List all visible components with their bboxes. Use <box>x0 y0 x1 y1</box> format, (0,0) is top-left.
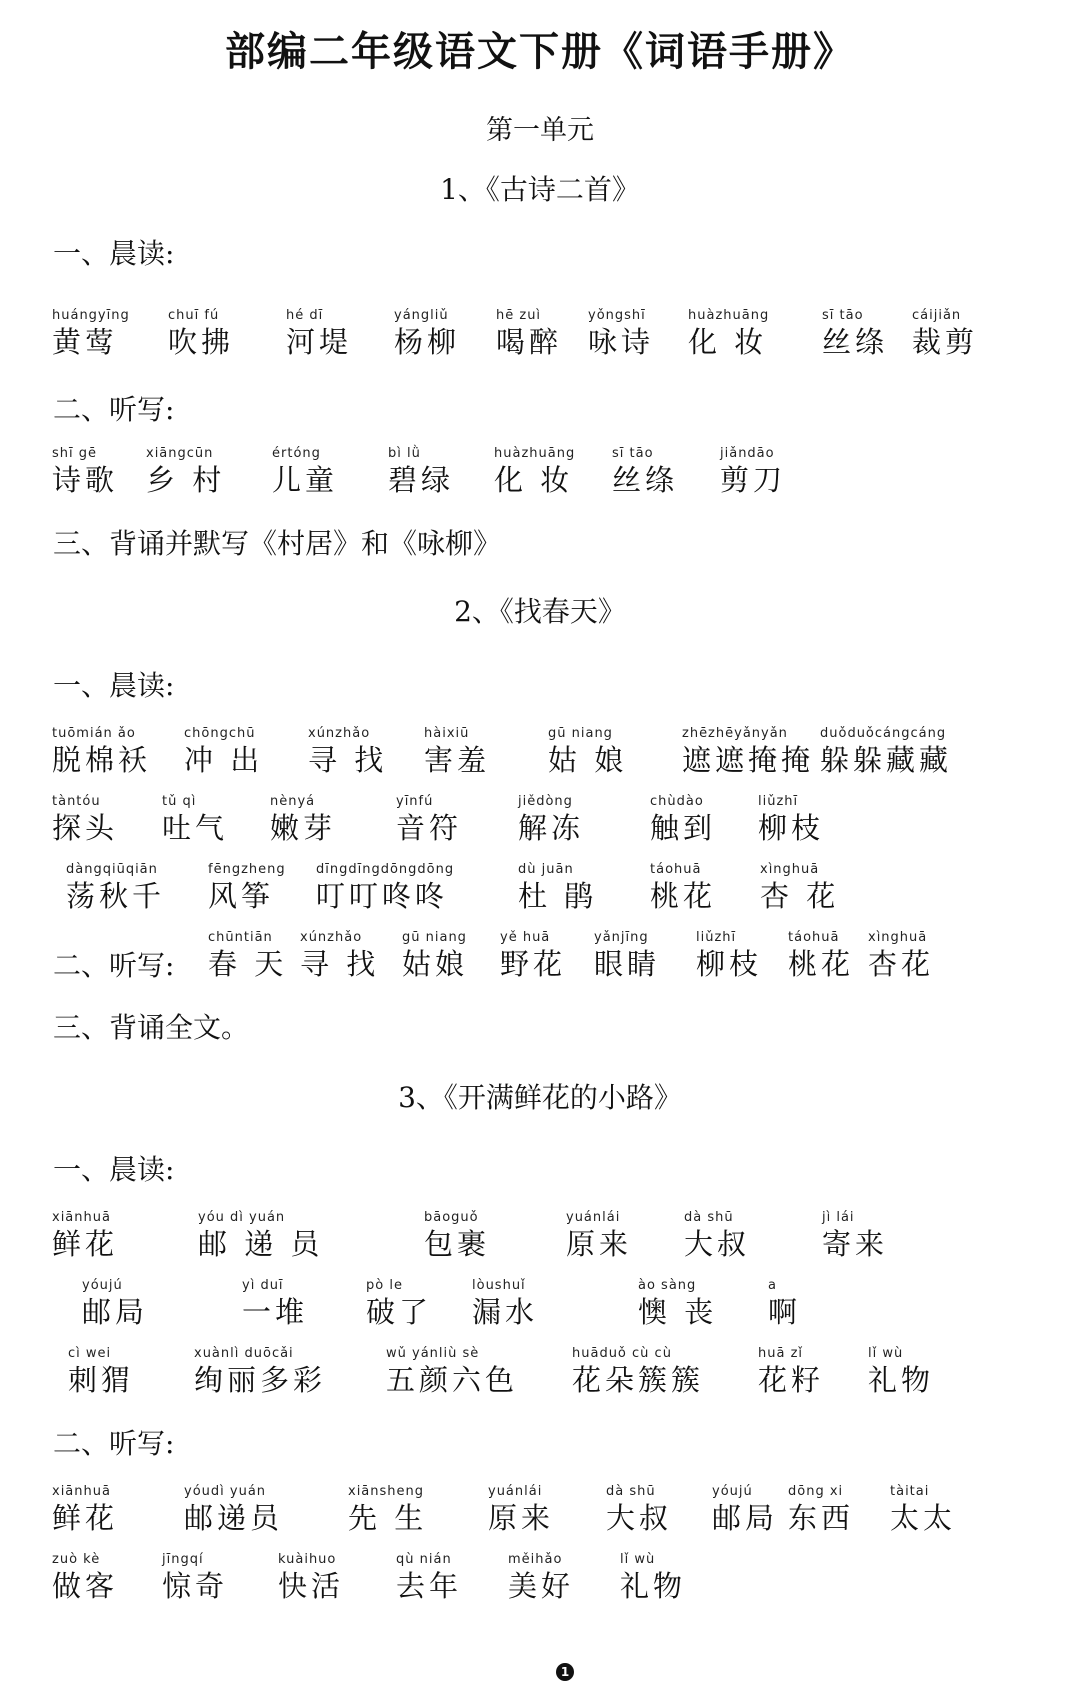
word-item <box>52 1484 118 1536</box>
word-item <box>396 1552 462 1604</box>
lesson-3-dictation-heading: 二、听写: <box>53 1427 175 1460</box>
word-item <box>402 930 468 982</box>
pinyin: dà shū <box>684 1210 734 1225</box>
word-item <box>208 862 286 914</box>
hanzi: 杏 花 <box>760 879 840 913</box>
hanzi: 嫩芽 <box>270 811 337 845</box>
word-item <box>278 1552 344 1604</box>
hanzi: 化 妆 <box>494 463 574 497</box>
lesson-1-title: 1、《古诗二首》 <box>440 173 640 206</box>
word-item <box>168 308 234 360</box>
hanzi: 冲 出 <box>184 743 264 777</box>
word-item <box>208 930 287 982</box>
hanzi: 做客 <box>52 1569 119 1603</box>
pinyin: sī tāo <box>612 446 654 461</box>
hanzi: 杜 鹃 <box>518 879 598 913</box>
hanzi: 吹拂 <box>168 325 235 359</box>
word-item <box>386 1346 518 1398</box>
pinyin: dīngdīngdōngdōng <box>316 862 455 877</box>
pinyin: xúnzhǎo <box>308 726 371 741</box>
hanzi: 先 生 <box>348 1501 428 1535</box>
pinyin: huāduǒ cù cù <box>572 1346 672 1361</box>
pinyin: dàngqiūqiān <box>66 862 158 877</box>
hanzi: 一堆 <box>242 1295 309 1329</box>
hanzi: 原来 <box>566 1227 633 1261</box>
hanzi: 吐气 <box>162 811 229 845</box>
hanzi: 桃花 <box>788 947 855 981</box>
hanzi: 美好 <box>508 1569 575 1603</box>
pinyin: jiǎndāo <box>720 446 775 461</box>
word-item <box>912 308 978 360</box>
pinyin: chùdào <box>650 794 704 809</box>
hanzi: 寻 找 <box>308 743 388 777</box>
pinyin: dù juān <box>518 862 574 877</box>
word-item <box>594 930 660 982</box>
pinyin: cì wei <box>68 1346 112 1361</box>
hanzi: 喝醉 <box>496 325 563 359</box>
word-item <box>184 1484 283 1536</box>
pinyin: yīnfú <box>396 794 434 809</box>
lesson-1-morning-heading: 一、晨读: <box>53 237 175 270</box>
word-item <box>620 1552 686 1604</box>
word-item <box>472 1278 538 1330</box>
hanzi: 河堤 <box>286 325 353 359</box>
hanzi: 荡秋千 <box>66 879 166 913</box>
word-item <box>650 862 716 914</box>
hanzi: 音符 <box>396 811 463 845</box>
pinyin: chuī fú <box>168 308 220 323</box>
pinyin: chūntiān <box>208 930 273 945</box>
word-item <box>500 930 566 982</box>
hanzi: 叮叮咚咚 <box>316 879 449 913</box>
hanzi: 探头 <box>52 811 119 845</box>
pinyin: gū niang <box>402 930 467 945</box>
hanzi: 解冻 <box>518 811 585 845</box>
word-item <box>198 1210 323 1262</box>
hanzi: 邮递员 <box>184 1501 284 1535</box>
pinyin: wǔ yánliù sè <box>386 1346 480 1361</box>
pinyin: xuànlì duōcǎi <box>194 1346 294 1361</box>
word-item <box>52 1552 118 1604</box>
pinyin: lǐ wù <box>868 1346 904 1361</box>
word-item <box>424 726 490 778</box>
hanzi: 儿童 <box>272 463 339 497</box>
hanzi: 漏水 <box>472 1295 539 1329</box>
pinyin: cáijiǎn <box>912 308 962 323</box>
word-item <box>162 1552 228 1604</box>
pinyin: jīngqí <box>162 1552 204 1567</box>
hanzi: 花朵簇簇 <box>572 1363 705 1397</box>
hanzi: 东西 <box>788 1501 855 1535</box>
pinyin: xiānhuā <box>52 1484 111 1499</box>
hanzi: 丝绦 <box>822 325 889 359</box>
pinyin: xìnghuā <box>760 862 820 877</box>
lesson-2-title: 2、《找春天》 <box>454 595 626 628</box>
hanzi: 懊 丧 <box>638 1295 718 1329</box>
hanzi: 邮 递 员 <box>198 1227 324 1261</box>
hanzi: 丝绦 <box>612 463 679 497</box>
pinyin: tǔ qì <box>162 794 197 809</box>
word-item <box>348 1484 427 1536</box>
word-item <box>162 794 228 846</box>
word-item <box>508 1552 574 1604</box>
word-item <box>820 726 952 778</box>
word-item <box>52 308 130 360</box>
word-item <box>696 930 762 982</box>
hanzi: 剪刀 <box>720 463 787 497</box>
pinyin: jiědòng <box>518 794 573 809</box>
word-item <box>316 862 454 914</box>
hanzi: 害羞 <box>424 743 491 777</box>
word-item <box>272 446 338 498</box>
word-item <box>146 446 225 498</box>
hanzi: 姑娘 <box>402 947 469 981</box>
word-item <box>612 446 678 498</box>
word-item <box>822 308 888 360</box>
pinyin: yuánlái <box>488 1484 543 1499</box>
lesson-2-recite: 三、背诵全文。 <box>53 1011 250 1044</box>
hanzi: 太太 <box>890 1501 957 1535</box>
hanzi: 啊 <box>768 1295 802 1329</box>
hanzi: 破了 <box>366 1295 433 1329</box>
word-item <box>768 1278 801 1330</box>
unit-title: 第一单元 <box>486 115 594 146</box>
pinyin: shī gē <box>52 446 98 461</box>
pinyin: yuánlái <box>566 1210 621 1225</box>
pinyin: liǔzhī <box>696 930 737 945</box>
word-item <box>650 794 716 846</box>
pinyin: xiānhuā <box>52 1210 111 1225</box>
pinyin: yǎnjīng <box>594 930 649 945</box>
hanzi: 化 妆 <box>688 325 768 359</box>
hanzi: 黄莺 <box>52 325 119 359</box>
pinyin: táohuā <box>788 930 840 945</box>
pinyin: yóujú <box>712 1484 753 1499</box>
word-item <box>396 794 462 846</box>
hanzi: 邮局 <box>82 1295 149 1329</box>
word-item <box>572 1346 704 1398</box>
word-item <box>758 1346 824 1398</box>
lesson-2-dictation-heading: 二、听写: <box>53 949 175 982</box>
word-item <box>712 1484 778 1536</box>
pinyin: huàzhuāng <box>688 308 770 323</box>
hanzi: 去年 <box>396 1569 463 1603</box>
pinyin: měihǎo <box>508 1552 563 1567</box>
pinyin: fēngzheng <box>208 862 286 877</box>
lesson-3-morning-heading: 一、晨读: <box>53 1153 175 1186</box>
pinyin: gū niang <box>548 726 613 741</box>
word-item <box>366 1278 432 1330</box>
hanzi: 躲躲藏藏 <box>820 743 953 777</box>
pinyin: táohuā <box>650 862 702 877</box>
hanzi: 杨柳 <box>394 325 461 359</box>
word-item <box>394 308 460 360</box>
pinyin: ào sàng <box>638 1278 697 1293</box>
hanzi: 碧绿 <box>388 463 455 497</box>
word-item <box>890 1484 956 1536</box>
word-item <box>82 1278 148 1330</box>
word-item <box>494 446 575 498</box>
pinyin: huàzhuāng <box>494 446 576 461</box>
hanzi: 礼物 <box>620 1569 687 1603</box>
lesson-3-title: 3、《开满鲜花的小路》 <box>398 1081 682 1114</box>
pinyin: bì lǜ <box>388 446 421 461</box>
word-item <box>308 726 387 778</box>
hanzi: 鲜花 <box>52 1501 119 1535</box>
pinyin: yǒngshī <box>588 308 646 323</box>
pinyin: sī tāo <box>822 308 864 323</box>
word-item <box>424 1210 490 1262</box>
page-title: 部编二年级语文下册《词语手册》 <box>225 28 855 75</box>
word-item <box>518 862 597 914</box>
word-item <box>194 1346 326 1398</box>
hanzi: 遮遮掩掩 <box>682 743 815 777</box>
word-item <box>184 726 263 778</box>
word-item <box>868 1346 934 1398</box>
pinyin: huā zǐ <box>758 1346 804 1361</box>
pinyin: dà shū <box>606 1484 656 1499</box>
hanzi: 柳枝 <box>758 811 825 845</box>
word-item <box>720 446 786 498</box>
pinyin: huángyīng <box>52 308 130 323</box>
word-item <box>822 1210 888 1262</box>
hanzi: 咏诗 <box>588 325 655 359</box>
lesson-1-recite: 三、背诵并默写《村居》和《咏柳》 <box>53 527 502 560</box>
hanzi: 包裹 <box>424 1227 491 1261</box>
pinyin: zhēzhēyǎnyǎn <box>682 726 788 741</box>
word-item <box>758 794 824 846</box>
hanzi: 乡 村 <box>146 463 226 497</box>
pinyin: a <box>768 1278 777 1293</box>
word-item <box>52 794 118 846</box>
word-item <box>270 794 336 846</box>
hanzi: 野花 <box>500 947 567 981</box>
pinyin: zuò kè <box>52 1552 101 1567</box>
page-number: 1 <box>556 1663 574 1681</box>
word-item <box>52 1210 118 1262</box>
pinyin: yóu dì yuán <box>198 1210 286 1225</box>
hanzi: 触到 <box>650 811 717 845</box>
word-item <box>588 308 654 360</box>
hanzi: 眼睛 <box>594 947 661 981</box>
pinyin: xiāngcūn <box>146 446 214 461</box>
word-item <box>682 726 814 778</box>
hanzi: 刺猬 <box>68 1363 135 1397</box>
word-item <box>548 726 627 778</box>
hanzi: 脱棉袄 <box>52 743 152 777</box>
pinyin: chōngchū <box>184 726 256 741</box>
pinyin: lòushuǐ <box>472 1278 526 1293</box>
word-item <box>286 308 352 360</box>
word-item <box>300 930 379 982</box>
word-item <box>788 930 854 982</box>
hanzi: 姑 娘 <box>548 743 628 777</box>
pinyin: lǐ wù <box>620 1552 656 1567</box>
word-item <box>788 1484 854 1536</box>
word-item <box>638 1278 717 1330</box>
word-item <box>242 1278 308 1330</box>
hanzi: 鲜花 <box>52 1227 119 1261</box>
word-item <box>68 1346 134 1398</box>
word-item <box>688 308 769 360</box>
word-item <box>66 862 165 914</box>
lesson-1-dictation-heading: 二、听写: <box>53 393 175 426</box>
hanzi: 五颜六色 <box>386 1363 519 1397</box>
hanzi: 快活 <box>278 1569 345 1603</box>
pinyin: tàntóu <box>52 794 101 809</box>
pinyin: qù nián <box>396 1552 452 1567</box>
hanzi: 柳枝 <box>696 947 763 981</box>
hanzi: 原来 <box>488 1501 555 1535</box>
pinyin: kuàihuo <box>278 1552 337 1567</box>
pinyin: nènyá <box>270 794 316 809</box>
pinyin: hé dī <box>286 308 324 323</box>
pinyin: tuōmián ǎo <box>52 726 136 741</box>
pinyin: bāoguǒ <box>424 1210 479 1225</box>
pinyin: duǒduǒcángcáng <box>820 726 947 741</box>
pinyin: xìnghuā <box>868 930 928 945</box>
hanzi: 春 天 <box>208 947 288 981</box>
pinyin: hē zuì <box>496 308 542 323</box>
hanzi: 寄来 <box>822 1227 889 1261</box>
hanzi: 大叔 <box>606 1501 673 1535</box>
lesson-2-morning-heading: 一、晨读: <box>53 669 175 702</box>
word-item <box>52 726 151 778</box>
word-item <box>760 862 839 914</box>
pinyin: liǔzhī <box>758 794 799 809</box>
hanzi: 花籽 <box>758 1363 825 1397</box>
pinyin: yóudì yuán <box>184 1484 267 1499</box>
word-item <box>496 308 562 360</box>
pinyin: tàitai <box>890 1484 930 1499</box>
pinyin: xúnzhǎo <box>300 930 363 945</box>
hanzi: 风筝 <box>208 879 275 913</box>
hanzi: 绚丽多彩 <box>194 1363 327 1397</box>
word-item <box>868 930 934 982</box>
hanzi: 桃花 <box>650 879 717 913</box>
pinyin: hàixiū <box>424 726 470 741</box>
word-item <box>606 1484 672 1536</box>
pinyin: xiānsheng <box>348 1484 425 1499</box>
pinyin: yángliǔ <box>394 308 449 323</box>
hanzi: 惊奇 <box>162 1569 229 1603</box>
word-item <box>684 1210 750 1262</box>
hanzi: 杏花 <box>868 947 935 981</box>
pinyin: yě huā <box>500 930 551 945</box>
pinyin: értóng <box>272 446 321 461</box>
word-item <box>52 446 118 498</box>
hanzi: 诗歌 <box>52 463 119 497</box>
word-item <box>518 794 584 846</box>
word-item <box>488 1484 554 1536</box>
hanzi: 礼物 <box>868 1363 935 1397</box>
hanzi: 寻 找 <box>300 947 380 981</box>
hanzi: 大叔 <box>684 1227 751 1261</box>
pinyin: yóujú <box>82 1278 123 1293</box>
pinyin: dōng xi <box>788 1484 844 1499</box>
pinyin: yì duī <box>242 1278 284 1293</box>
pinyin: jì lái <box>822 1210 855 1225</box>
hanzi: 裁剪 <box>912 325 979 359</box>
pinyin: pò le <box>366 1278 403 1293</box>
hanzi: 邮局 <box>712 1501 779 1535</box>
word-item <box>566 1210 632 1262</box>
word-item <box>388 446 454 498</box>
